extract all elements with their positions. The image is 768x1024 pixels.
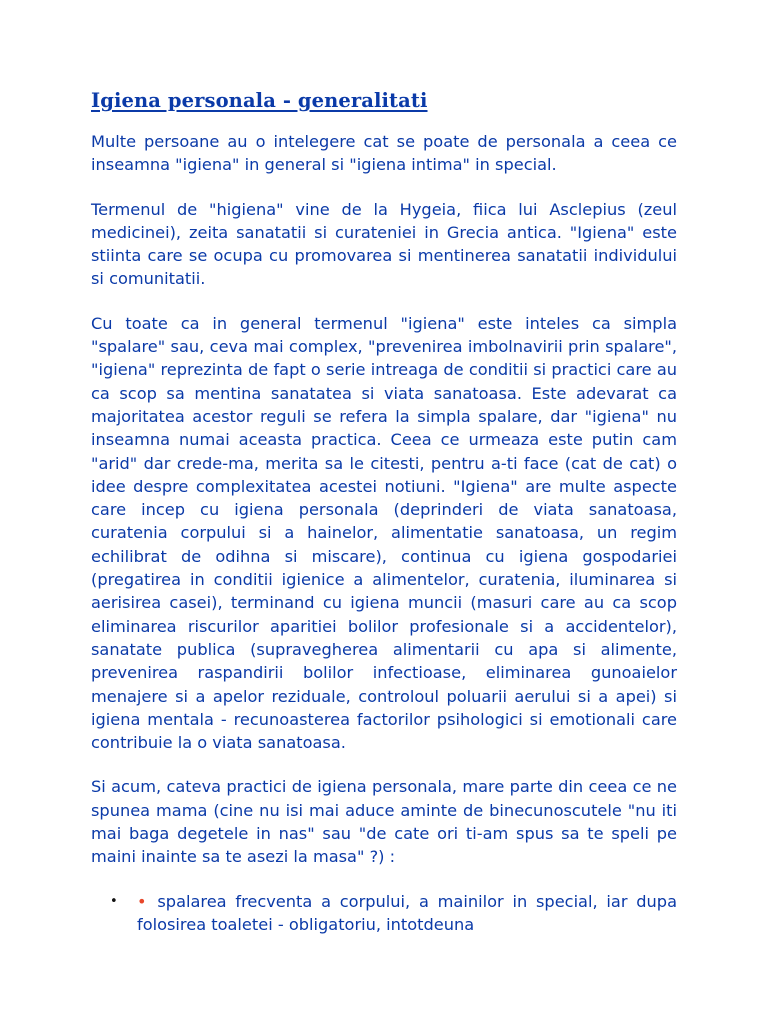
- practices-list: [91, 890, 677, 937]
- paragraph-practices-intro: Si acum, cateva practici de igiena personala, mare parte din ceea ce ne spunea mama (cine nu isi mai aduce aminte de binecunoscutele "nu iti mai baga degetele in nas" sau "de cate ori ti-am spus sa te speli pe maini inainte sa te asezi la masa" ?) :: [91, 777, 677, 867]
- paragraph-etymology: Termenul de "higiena" vine de la Hygeia, fiica lui Asclepius (zeul medicinei), zeita sanatatii si curateniei in Grecia antica. "Igiena" este stiinta care se ocupa cu promovarea si mentinerea sanatatii individului si comunitatii.: [91, 199, 677, 289]
- orange-bullet-icon: •: [137, 891, 147, 911]
- list-item-text: spalarea frecventa a corpului, a mainilor in special, iar dupa folosirea toaletei - obligatoriu, intotdeuna: [137, 891, 677, 934]
- list-item: [110, 890, 677, 937]
- list-bullet-icon: •: [110, 893, 118, 909]
- document-title: Igiena personala - generalitati: [91, 89, 428, 112]
- paragraph-intro: Multe persoane au o intelegere cat se poate de personala a ceea ce inseamna "igiena" in general si "igiena intima" in special.: [91, 132, 677, 175]
- paragraph-aspects: Cu toate ca in general termenul "igiena" este inteles ca simpla "spalare" sau, ceva mai complex, "prevenirea imbolnavirii prin spalare", "igiena" reprezinta de fapt o serie intreaga de conditii si practici care au ca scop sa mentina sanatatea si viata sanatoasa. Este adevarat ca majoritatea acestor reguli se refera la simpla spalare, dar "igiena" nu inseamna numai aceasta practica. Ceea ce urmeaza este putin cam "arid" dar crede-ma, merita sa le citesti, pentru a-ti face (cat de cat) o idee despre complexitatea acestei notiuni. "Igiena" are multe aspecte care incep cu igiena personala (deprinderi de viata sanatoasa, curatenia corpului si a hainelor, alimentatie sanatoasa, un regim echilibrat de odihna si miscare), continua cu igiena gospodariei (pregatirea in conditii igienice a alimentelor, curatenia, iluminarea si aerisirea casei), terminand cu igiena muncii (masuri care au ca scop eliminarea riscurilor aparitiei bolilor profesionale si a accidentelor), sanatate publica (supravegherea alimentarii cu apa si alimente, prevenirea raspandirii bolilor infectioase, eliminarea gunoaielor menajere si a apelor reziduale, controloul poluarii aerului si a apei) si igiena mentala - recunoasterea factorilor psihologici si emotionali care contribuie la o viata sanatoasa.: [91, 313, 677, 753]
